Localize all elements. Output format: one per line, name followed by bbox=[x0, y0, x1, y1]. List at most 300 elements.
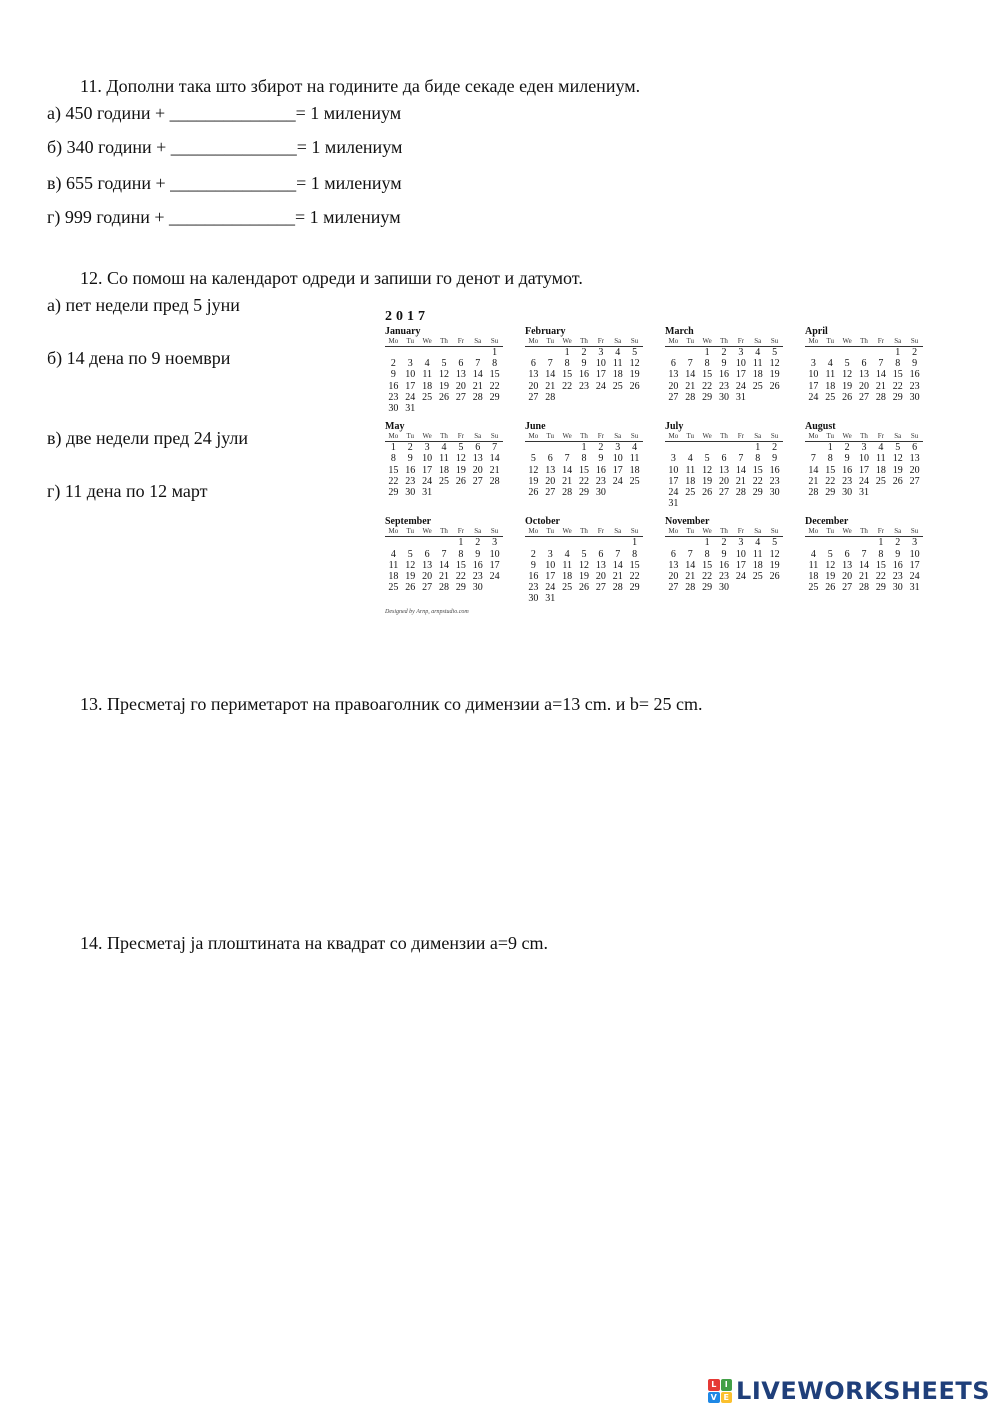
day-cell bbox=[559, 442, 576, 453]
day-cell: 21 bbox=[685, 571, 696, 583]
day-cell: 20 bbox=[909, 464, 920, 476]
week-row bbox=[665, 442, 783, 453]
day-cell: 5 bbox=[772, 537, 778, 549]
weekday-header bbox=[385, 527, 503, 537]
weekday-label: Mo bbox=[808, 337, 819, 345]
day-cell: 21 bbox=[438, 571, 449, 583]
week-row bbox=[385, 453, 503, 464]
week-row bbox=[665, 369, 783, 380]
day-cell: 16 bbox=[718, 369, 729, 381]
day-cell: 13 bbox=[472, 453, 483, 465]
calendar-month-march bbox=[665, 326, 783, 414]
day-cell: 2 bbox=[844, 442, 850, 454]
day-cell: 15 bbox=[578, 464, 589, 476]
weekday-label: Sa bbox=[894, 337, 902, 345]
week-row bbox=[525, 381, 643, 392]
day-cell: 10 bbox=[909, 548, 920, 560]
weekday-label: We bbox=[842, 337, 852, 345]
weekday-label: Tu bbox=[546, 527, 555, 536]
day-cell: 11 bbox=[562, 559, 572, 571]
weekday-label: Th bbox=[580, 432, 588, 441]
week-row bbox=[805, 392, 923, 403]
day-cell: 10 bbox=[735, 358, 746, 370]
day-cell bbox=[436, 403, 453, 414]
day-cell: 31 bbox=[405, 403, 416, 415]
q11-item-c-prefix: в) 655 години + bbox=[47, 173, 171, 193]
day-cell: 15 bbox=[455, 559, 466, 571]
day-cell: 18 bbox=[752, 559, 763, 571]
day-cell: 11 bbox=[876, 453, 886, 465]
day-cell: 27 bbox=[472, 475, 483, 487]
day-cell: 12 bbox=[438, 369, 449, 381]
month-name: July bbox=[665, 421, 684, 433]
day-cell: 5 bbox=[632, 347, 638, 358]
day-cell: 11 bbox=[685, 464, 696, 476]
week-row bbox=[805, 381, 923, 392]
day-cell: 2 bbox=[581, 347, 587, 358]
weekday-label: Tu bbox=[546, 432, 555, 441]
day-cell: 3 bbox=[615, 442, 621, 454]
calendar-month-june bbox=[525, 421, 643, 509]
day-cell: 4 bbox=[878, 442, 884, 454]
day-cell: 17 bbox=[858, 464, 869, 476]
day-cell: 29 bbox=[752, 487, 763, 499]
q11-item-d-suffix: = 1 милениум bbox=[295, 207, 401, 227]
weekday-label: We bbox=[422, 337, 432, 345]
day-cell bbox=[732, 498, 749, 509]
weekday-label: Sa bbox=[754, 337, 762, 345]
day-cell: 19 bbox=[578, 571, 589, 583]
day-cell: 19 bbox=[842, 380, 853, 392]
day-cell: 8 bbox=[632, 548, 638, 560]
day-cell: 22 bbox=[578, 475, 589, 487]
day-cell: 12 bbox=[629, 358, 640, 370]
day-cell bbox=[822, 347, 839, 358]
day-cell: 5 bbox=[441, 358, 447, 370]
question-13-title: 13. Пресметај го периметарот на правоаголник со димензии a=13 cm. и b= 25 cm. bbox=[80, 694, 703, 714]
weekday-label: We bbox=[422, 527, 432, 536]
day-cell: 12 bbox=[769, 358, 780, 370]
day-cell: 23 bbox=[595, 475, 606, 487]
weekday-label: Sa bbox=[474, 527, 482, 536]
weekday-label: Fr bbox=[457, 432, 464, 441]
week-row bbox=[805, 476, 923, 487]
calendar-month-april bbox=[805, 326, 923, 414]
day-cell: 24 bbox=[668, 487, 679, 499]
day-cell: 21 bbox=[612, 571, 623, 583]
day-cell: 9 bbox=[772, 453, 778, 465]
day-cell: 7 bbox=[687, 358, 693, 370]
day-cell: 31 bbox=[668, 498, 679, 510]
day-cell: 23 bbox=[405, 475, 416, 487]
day-cell: 7 bbox=[878, 358, 884, 370]
day-cell: 23 bbox=[842, 475, 853, 487]
day-cell: 20 bbox=[668, 571, 679, 583]
day-cell: 23 bbox=[718, 380, 729, 392]
day-cell: 25 bbox=[752, 571, 763, 583]
day-cell: 6 bbox=[547, 453, 553, 465]
weekday-label: Tu bbox=[406, 337, 415, 345]
day-cell: 24 bbox=[545, 582, 556, 594]
day-cell bbox=[542, 537, 559, 548]
day-cell: 23 bbox=[528, 582, 539, 594]
weekday-label: Th bbox=[440, 337, 448, 345]
day-cell: 15 bbox=[892, 369, 903, 381]
day-cell: 27 bbox=[422, 582, 433, 594]
month-name: May bbox=[385, 421, 405, 433]
weekday-label: We bbox=[702, 337, 712, 345]
day-cell bbox=[626, 593, 643, 604]
day-cell: 30 bbox=[388, 403, 399, 415]
weekday-label: Fr bbox=[597, 432, 604, 441]
weekday-label: Mo bbox=[668, 337, 679, 345]
day-cell: 30 bbox=[405, 487, 416, 499]
day-cell bbox=[469, 347, 486, 358]
day-cell: 21 bbox=[489, 464, 500, 476]
day-cell: 21 bbox=[562, 475, 573, 487]
day-cell: 13 bbox=[858, 369, 869, 381]
week-row bbox=[805, 571, 923, 582]
day-cell: 13 bbox=[668, 369, 679, 381]
day-cell: 9 bbox=[912, 358, 918, 370]
day-cell: 25 bbox=[752, 380, 763, 392]
day-cell: 28 bbox=[685, 582, 696, 594]
day-cell: 4 bbox=[615, 347, 621, 358]
day-cell: 11 bbox=[825, 369, 836, 381]
day-cell: 19 bbox=[702, 475, 713, 487]
day-cell: 18 bbox=[388, 571, 399, 583]
weekday-label: We bbox=[562, 337, 572, 345]
day-cell: 6 bbox=[912, 442, 918, 454]
q11-item-d-blank[interactable]: ______________ bbox=[169, 207, 296, 227]
day-cell: 19 bbox=[825, 571, 836, 583]
question-12-title: 12. Со помош на календарот одреди и запиши го денот и датумот. bbox=[80, 268, 583, 288]
weekday-label: Sa bbox=[474, 432, 482, 441]
day-cell bbox=[525, 347, 542, 358]
day-cell: 2 bbox=[721, 537, 727, 549]
week-row bbox=[665, 537, 783, 548]
day-cell: 30 bbox=[718, 582, 729, 594]
day-cell: 20 bbox=[595, 571, 606, 583]
q12-item-b: б) 14 дена по 9 ноември bbox=[47, 348, 231, 368]
day-cell: 3 bbox=[738, 537, 744, 549]
day-cell: 28 bbox=[735, 487, 746, 499]
day-cell bbox=[592, 593, 609, 604]
day-cell: 8 bbox=[827, 453, 833, 465]
day-cell: 13 bbox=[595, 559, 606, 571]
day-cell: 14 bbox=[472, 369, 483, 381]
day-cell: 26 bbox=[825, 582, 836, 594]
day-cell: 28 bbox=[562, 487, 573, 499]
day-cell: 17 bbox=[808, 380, 819, 392]
calendar-month-january bbox=[385, 326, 503, 414]
day-cell: 24 bbox=[735, 380, 746, 392]
week-row bbox=[805, 369, 923, 380]
day-cell: 17 bbox=[595, 369, 606, 381]
week-row bbox=[385, 560, 503, 571]
weekday-label: Fr bbox=[597, 527, 604, 536]
day-cell: 5 bbox=[581, 548, 587, 560]
weekday-label: Th bbox=[580, 337, 588, 345]
day-cell: 24 bbox=[735, 571, 746, 583]
logo-letter-l: L bbox=[708, 1379, 720, 1391]
week-row bbox=[665, 582, 783, 593]
day-cell: 10 bbox=[808, 369, 819, 381]
week-row bbox=[385, 369, 503, 380]
calendar-month-september bbox=[385, 516, 503, 604]
day-cell bbox=[749, 498, 766, 509]
day-cell: 5 bbox=[772, 347, 778, 358]
day-cell: 17 bbox=[545, 571, 556, 583]
day-cell: 3 bbox=[670, 453, 676, 465]
day-cell: 27 bbox=[858, 391, 869, 403]
day-cell: 27 bbox=[545, 487, 556, 499]
day-cell: 23 bbox=[578, 380, 589, 392]
day-cell: 30 bbox=[718, 391, 729, 403]
day-cell bbox=[385, 347, 402, 358]
weekday-label: Tu bbox=[826, 432, 835, 441]
week-row bbox=[665, 476, 783, 487]
calendar-2017 bbox=[385, 309, 930, 615]
day-cell: 3 bbox=[598, 347, 604, 358]
q11-item-b bbox=[47, 137, 402, 158]
weekday-label: Tu bbox=[686, 432, 695, 441]
day-cell: 12 bbox=[528, 464, 539, 476]
day-cell bbox=[469, 487, 486, 498]
day-cell: 16 bbox=[718, 559, 729, 571]
liveworksheets-logo bbox=[708, 1377, 990, 1405]
weekday-header bbox=[805, 527, 923, 537]
day-cell: 6 bbox=[458, 358, 464, 370]
day-cell bbox=[542, 347, 559, 358]
week-row bbox=[805, 549, 923, 560]
day-cell: 18 bbox=[808, 571, 819, 583]
day-cell: 15 bbox=[629, 559, 640, 571]
weekday-label: Fr bbox=[457, 337, 464, 345]
day-cell: 5 bbox=[407, 548, 413, 560]
day-cell: 22 bbox=[388, 475, 399, 487]
day-cell: 11 bbox=[629, 453, 640, 465]
day-cell: 25 bbox=[685, 487, 696, 499]
weekday-label: Su bbox=[910, 337, 919, 345]
question-14-title: 14. Пресметај ја плоштината на квадрат со димензии a=9 cm. bbox=[80, 933, 549, 953]
weekday-header bbox=[665, 337, 783, 347]
day-cell: 1 bbox=[827, 442, 833, 454]
day-cell: 9 bbox=[721, 358, 727, 370]
day-cell bbox=[699, 498, 716, 509]
weekday-label: Th bbox=[860, 527, 868, 536]
weekday-label: Sa bbox=[614, 527, 622, 536]
calendar-month-july bbox=[665, 421, 783, 509]
q11-item-a bbox=[47, 103, 401, 124]
week-row bbox=[385, 381, 503, 392]
day-cell: 24 bbox=[858, 475, 869, 487]
day-cell bbox=[699, 442, 716, 453]
day-cell bbox=[576, 593, 593, 604]
day-cell: 29 bbox=[875, 582, 886, 594]
day-cell: 14 bbox=[489, 453, 500, 465]
day-cell: 21 bbox=[875, 380, 886, 392]
day-cell: 18 bbox=[438, 464, 449, 476]
day-cell: 7 bbox=[810, 453, 816, 465]
day-cell: 26 bbox=[528, 487, 539, 499]
day-cell: 1 bbox=[390, 442, 396, 454]
day-cell: 29 bbox=[702, 391, 713, 403]
weekday-label: We bbox=[562, 527, 572, 536]
day-cell: 12 bbox=[578, 559, 589, 571]
week-row bbox=[665, 465, 783, 476]
week-row bbox=[385, 358, 503, 369]
q12-item-c: в) две недели пред 24 јули bbox=[47, 428, 249, 448]
day-cell: 13 bbox=[455, 369, 466, 381]
week-row bbox=[525, 369, 643, 380]
day-cell: 21 bbox=[685, 380, 696, 392]
weekday-label: Mo bbox=[528, 337, 539, 345]
day-cell: 19 bbox=[629, 369, 640, 381]
week-row bbox=[805, 582, 923, 593]
day-cell: 13 bbox=[909, 453, 920, 465]
day-cell: 23 bbox=[892, 571, 903, 583]
weekday-label: Fr bbox=[877, 337, 884, 345]
day-cell: 18 bbox=[752, 369, 763, 381]
day-cell: 20 bbox=[472, 464, 483, 476]
month-name: March bbox=[665, 326, 694, 337]
day-cell: 4 bbox=[632, 442, 638, 454]
day-cell: 9 bbox=[895, 548, 901, 560]
q11-item-a-blank[interactable]: ______________ bbox=[169, 103, 296, 123]
day-cell: 4 bbox=[424, 358, 430, 370]
day-cell: 22 bbox=[875, 571, 886, 583]
weekday-label: Tu bbox=[686, 527, 695, 536]
day-cell: 19 bbox=[455, 464, 466, 476]
weekday-label: Sa bbox=[474, 337, 482, 345]
day-cell: 1 bbox=[704, 347, 710, 358]
day-cell: 27 bbox=[909, 475, 920, 487]
day-cell: 24 bbox=[808, 391, 819, 403]
day-cell: 10 bbox=[545, 559, 556, 571]
day-cell: 8 bbox=[564, 358, 570, 370]
day-cell: 7 bbox=[861, 548, 867, 560]
weekday-label: Sa bbox=[894, 527, 902, 536]
day-cell: 8 bbox=[390, 453, 396, 465]
week-row bbox=[525, 549, 643, 560]
day-cell: 11 bbox=[808, 559, 819, 571]
q11-item-c-blank[interactable]: ______________ bbox=[170, 173, 297, 193]
day-cell: 14 bbox=[685, 559, 696, 571]
day-cell: 17 bbox=[405, 380, 416, 392]
weekday-label: Sa bbox=[614, 432, 622, 441]
weekday-label: Fr bbox=[877, 527, 884, 536]
month-name: June bbox=[525, 421, 546, 433]
calendar-month-grid bbox=[385, 326, 930, 605]
day-cell: 17 bbox=[422, 464, 433, 476]
day-cell: 13 bbox=[422, 559, 433, 571]
week-row bbox=[805, 487, 923, 498]
day-cell: 25 bbox=[422, 391, 433, 403]
day-cell: 6 bbox=[670, 548, 676, 560]
day-cell: 13 bbox=[842, 559, 853, 571]
day-cell bbox=[436, 487, 453, 498]
day-cell: 26 bbox=[702, 487, 713, 499]
day-cell bbox=[872, 487, 889, 498]
week-row bbox=[665, 487, 783, 498]
day-cell: 31 bbox=[545, 593, 556, 605]
calendar-month-november bbox=[665, 516, 783, 604]
month-name: August bbox=[805, 421, 836, 433]
day-cell: 17 bbox=[489, 559, 500, 571]
day-cell: 2 bbox=[390, 358, 396, 370]
day-cell bbox=[609, 487, 626, 498]
weekday-label: Fr bbox=[457, 527, 464, 536]
day-cell: 2 bbox=[912, 347, 918, 358]
day-cell bbox=[486, 582, 503, 593]
day-cell: 23 bbox=[909, 380, 920, 392]
day-cell: 14 bbox=[735, 464, 746, 476]
day-cell: 16 bbox=[528, 571, 539, 583]
day-cell: 22 bbox=[455, 571, 466, 583]
day-cell: 9 bbox=[475, 548, 481, 560]
day-cell: 31 bbox=[858, 487, 869, 499]
month-name: February bbox=[525, 326, 566, 337]
day-cell: 30 bbox=[892, 582, 903, 594]
calendar-month-october bbox=[525, 516, 643, 604]
day-cell bbox=[592, 392, 609, 403]
day-cell: 1 bbox=[492, 347, 498, 358]
day-cell: 11 bbox=[752, 358, 763, 370]
day-cell: 10 bbox=[858, 453, 869, 465]
liveworksheets-logo-icon bbox=[708, 1379, 732, 1403]
calendar-month-december bbox=[805, 516, 923, 604]
question-11-title: 11. Дополни така што збирот на годините да биде секаде еден милениум. bbox=[80, 76, 641, 96]
day-cell: 13 bbox=[528, 369, 539, 381]
day-cell: 14 bbox=[562, 464, 573, 476]
day-cell: 14 bbox=[858, 559, 869, 571]
day-cell bbox=[822, 537, 839, 548]
day-cell: 18 bbox=[562, 571, 573, 583]
day-cell: 22 bbox=[702, 571, 713, 583]
day-cell: 5 bbox=[844, 358, 850, 370]
day-cell: 4 bbox=[687, 453, 693, 465]
day-cell bbox=[665, 347, 682, 358]
day-cell: 16 bbox=[892, 559, 903, 571]
week-row bbox=[525, 347, 643, 358]
day-cell: 17 bbox=[735, 559, 746, 571]
day-cell: 27 bbox=[718, 487, 729, 499]
weekday-label: Fr bbox=[597, 337, 604, 345]
week-row bbox=[665, 560, 783, 571]
week-row bbox=[385, 476, 503, 487]
q11-item-b-blank[interactable]: ______________ bbox=[170, 137, 297, 157]
day-cell: 6 bbox=[861, 358, 867, 370]
weekday-label: We bbox=[702, 527, 712, 536]
day-cell bbox=[486, 403, 503, 414]
weekday-label: Fr bbox=[737, 337, 744, 345]
weekday-header bbox=[805, 337, 923, 347]
week-row bbox=[665, 358, 783, 369]
day-cell bbox=[609, 593, 626, 604]
day-cell: 16 bbox=[578, 369, 589, 381]
day-cell: 15 bbox=[702, 559, 713, 571]
day-cell: 4 bbox=[390, 548, 396, 560]
day-cell: 28 bbox=[545, 391, 556, 403]
day-cell: 26 bbox=[842, 391, 853, 403]
day-cell bbox=[682, 537, 699, 548]
week-row bbox=[385, 403, 503, 414]
day-cell bbox=[682, 347, 699, 358]
day-cell: 7 bbox=[687, 548, 693, 560]
weekday-header bbox=[805, 432, 923, 442]
day-cell: 30 bbox=[472, 582, 483, 594]
